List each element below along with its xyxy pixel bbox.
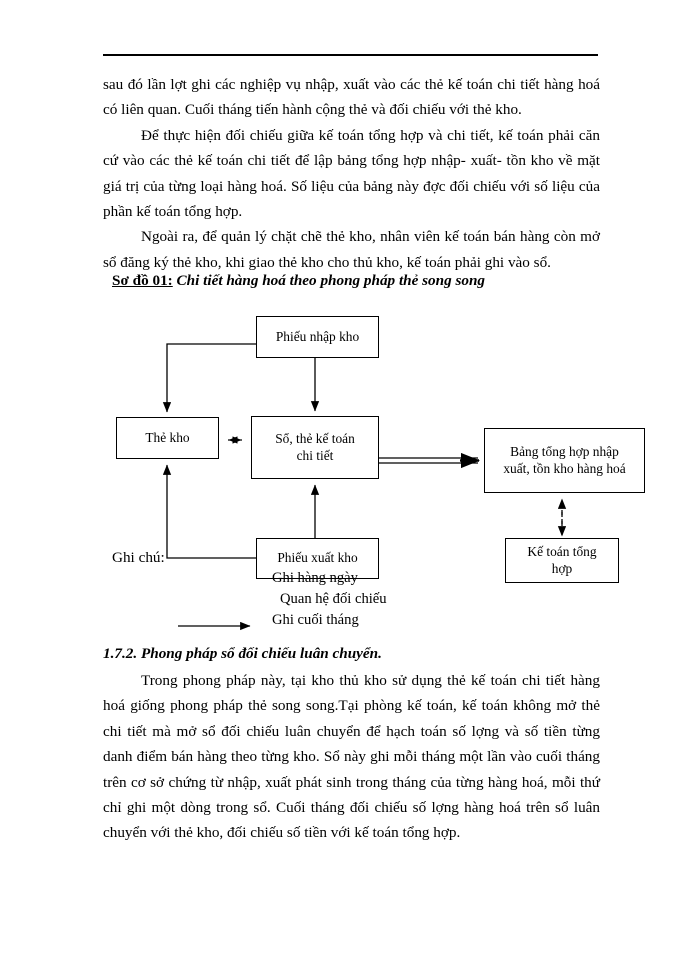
diagram-legend (272, 568, 387, 631)
node-ke-toan-tong-hop-line1: Kế toán tổng (527, 544, 597, 559)
node-phieu-nhap-kho (256, 316, 379, 358)
arrow-nhapkho-to-thekho (167, 344, 256, 412)
schema-caption-label: Sơ đồ 01: (112, 272, 173, 289)
node-so-the-ke-toan-chi-tiet (251, 416, 379, 479)
schema-caption (112, 270, 485, 292)
header-rule (103, 54, 598, 56)
schema-caption-title: Chi tiết hàng hoá theo phong pháp thẻ song song (176, 272, 486, 289)
node-the-kho-label: Thẻ kho (145, 429, 190, 445)
node-the-kho (116, 417, 219, 459)
section-heading: 1.7.2. Phong pháp sổ đối chiếu luân chuyển. (103, 645, 382, 662)
paragraph-2: Để thực hiện đối chiếu giữa kế toán tổng hợp và chi tiết, kế toán phải căn cứ vào các thẻ kế toán chi tiết để lập bảng tổng hợp nhập- xuất- tồn kho về mặt giá trị của từng loại hàng hoá. Số liệu của bảng này đợc đối chiếu với số liệu của phần kế toán tổng hợp. (103, 126, 600, 221)
node-phieu-xuat-kho-label: Phiếu xuất kho (277, 550, 358, 566)
flow-diagram (0, 300, 700, 650)
paragraph-4: Trong phong pháp này, tại kho thủ kho sử dụng thẻ kế toán chi tiết hàng hoá giống phong pháp thẻ song song.Tại phòng kế toán, kế toán không mở thẻ chi tiết mà mở sổ đối chiếu luân chuyển để hạch toán số lợng và số tiền từng danh điểm bán hàng theo từng kho. Sổ này ghi mỗi tháng một lần vào cuối tháng trên cơ sở chứng từ nhập, xuất phát sinh trong tháng của từng hàng hoá, mỗi thứ chỉ ghi một dòng trong sổ. Cuối tháng đối chiếu số lợng hàng hoá trên sổ luân chuyển với thẻ kho, đối chiếu số tiền với kế toán tổng hợp. (103, 672, 600, 842)
node-bang-tong-hop (484, 428, 645, 493)
node-bang-tong-hop-line2: xuất, tồn kho hàng hoá (503, 460, 626, 476)
top-text-block (103, 72, 600, 275)
legend-item-monthly: Ghi cuối tháng (272, 612, 359, 628)
paragraph-1: sau đó lần lợt ghi các nghiệp vụ nhập, xuất vào các thẻ kế toán chi tiết hàng hoá có liên quan. Cuối tháng tiến hành cộng thẻ và đối chiếu với thẻ kho. (103, 76, 600, 119)
bottom-text-block (103, 668, 600, 846)
node-ke-toan-tong-hop-label (519, 544, 604, 577)
node-bang-tong-hop-line1: Bảng tổng hợp nhập (510, 444, 619, 459)
node-phieu-nhap-kho-label: Phiếu nhập kho (275, 328, 360, 344)
node-so-the-line1: Sổ, thẻ kế toán (275, 431, 355, 446)
node-ke-toan-tong-hop (505, 538, 619, 583)
arrow-xuatkho-to-thekho (167, 465, 256, 558)
paragraph-3: Ngoài ra, để quản lý chặt chẽ thẻ kho, nhân viên kế toán bán hàng còn mở sổ đăng ký thẻ kho, khi giao thẻ kho cho thủ kho, kế toán phải ghi vào sổ. (103, 228, 600, 271)
legend-item-daily: Ghi hàng ngày (272, 570, 358, 586)
node-ke-toan-tong-hop-line2: hợp (551, 560, 573, 576)
node-so-the-ke-toan-chi-tiet-label (267, 431, 363, 464)
node-so-the-line2: chi tiết (296, 447, 334, 463)
node-bang-tong-hop-label (495, 444, 633, 477)
legend-item-reconcile: Quan hệ đối chiếu (280, 591, 387, 607)
note-label: Ghi chú: (112, 549, 165, 566)
